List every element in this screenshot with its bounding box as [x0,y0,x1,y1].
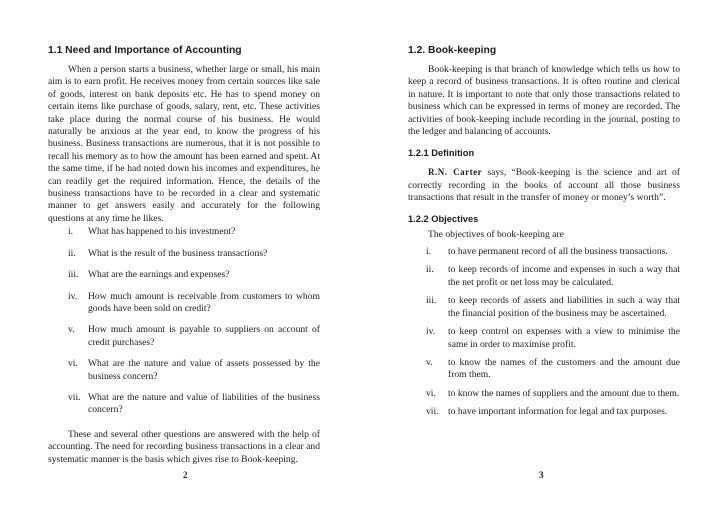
section-heading-bookkeeping: 1.2. Book-keeping [408,45,497,56]
list-item: i. to have permanent record of all the business transactions. [426,246,668,258]
list-item: vii. What are the nature and value of liabilities of the business concern? [68,391,320,416]
accounting-paragraph-2: These and several other questions are answered with the help of accounting. The need for recording business transactions in a clear and systematic manner is the basis which gives rise to Book-keeping. [48,428,320,465]
list-item: iv. How much amount is receivable from customers to whom goods have been sold on credit? [68,290,320,314]
list-item: vi. What are the nature and value of assets possessed by the business concern? [68,358,320,382]
questions-list [48,226,320,416]
list-item: iv. to keep control on expenses with a view to minimise the same in order to maximise profit. [426,326,680,350]
bookkeeping-paragraph: Book-keeping is that branch of knowledge which tells us how to keep a record of business transactions. It is often routine and clerical in nature. It is important to note that only those transactions related to business which can be expressed in terms of money are recorded. The activities of book-keeping include recording in the journal, posting to the ledger and balancing of accounts. [408,64,680,138]
list-item: vi. to know the names of suppliers and the amount due to them. [426,387,680,399]
list-item: vii. to have important information for legal and tax purposes. [426,406,668,418]
left-page [48,0,320,466]
right-page [408,0,680,419]
list-item: v. How much amount is payable to suppliers on account of credit purchases? [68,324,320,348]
objectives-heading: 1.2.2 Objectives [408,213,479,224]
list-item: iii. to keep records of assets and liabilities in such a way that the financial position of the business may be ascertained. [426,295,680,319]
list-item: ii. What is the result of the business transactions? [68,247,268,259]
page-number-right: 3 [539,470,544,480]
page-number-left: 2 [183,470,188,480]
definition-heading: 1.2.1 Definition [408,148,475,159]
list-item: v. to know the names of the customers and the amount due from them. [426,356,680,381]
list-item: iii. What are the earnings and expenses? [68,269,230,281]
accounting-paragraph-1: When a person starts a business, whether large or small, his main aim is to earn profit. He receives money from certain sources like sale of goods, interest on bank deposits etc. He has to spend money on certain items like purchase of goods, salary, rent, etc. These activities take place during the normal course of his business. He would naturally be anxious at the year end, to know the progress of his business. Business transactions are numerous, that it is not possible to recall his memory as to how the amount has been earned and spent. At the same time, if he had noted down his incomes and expenditures, he can readily get the required information. Hence, the details of the business transactions have to be recorded in a clear and systematic manner to get answers easily and accurately for the following questions at any time he likes. [48,64,320,224]
objectives-intro: The objectives of book-keeping are [428,228,564,240]
objectives-list [408,246,680,418]
definition-paragraph: R.N. Carter says, “Book-keeping is the science and art of correctly recording in the books of account all those business transactions that result in the transfer of money or money’s worth”. [408,167,680,204]
definition-author: R.N. Carter [428,167,483,178]
section-heading-accounting: 1.1 Need and Importance of Accounting [48,45,242,56]
list-item: ii. to keep records of income and expenses in such a way that the net profit or net loss may be calculated. [426,264,680,288]
list-item: i. What has happened to his investment? [68,226,236,238]
